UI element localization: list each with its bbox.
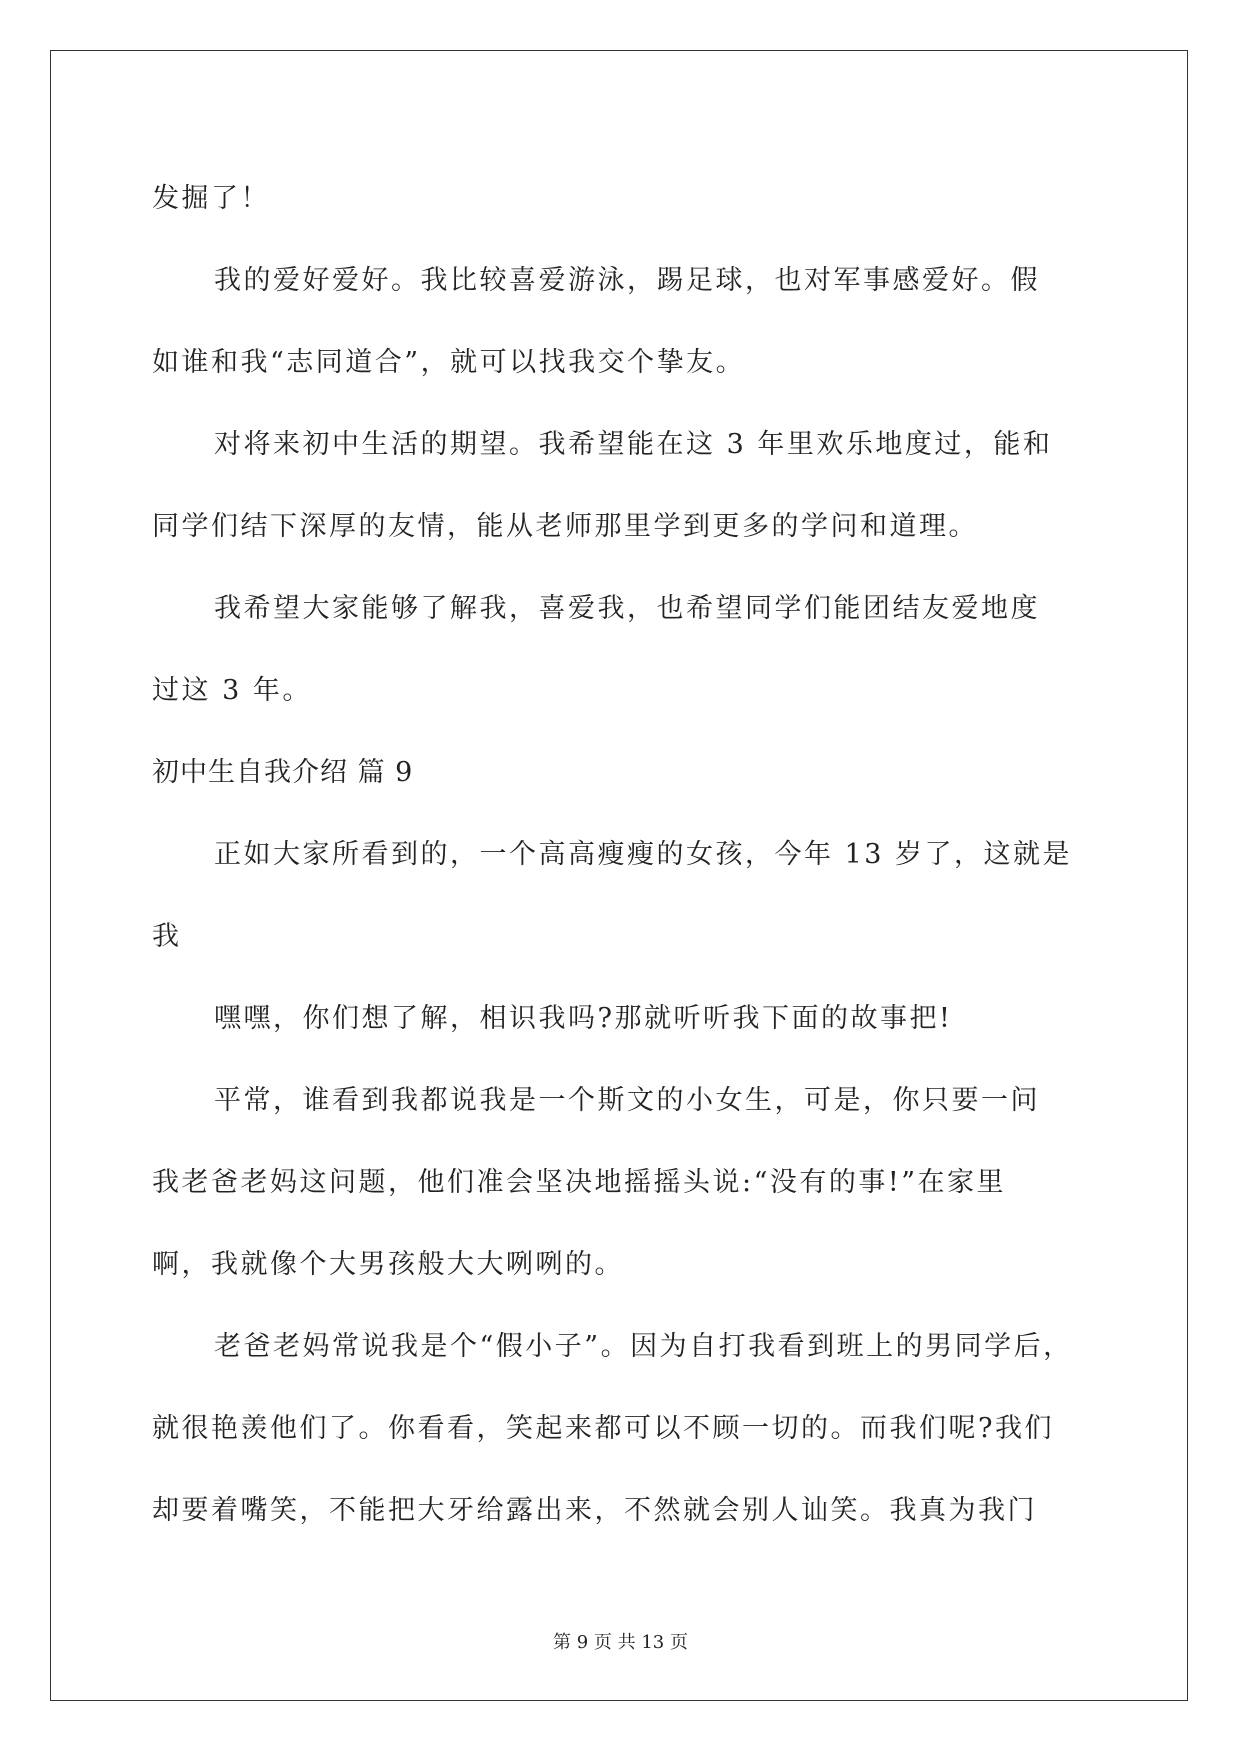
paragraph-line: 发掘了！ xyxy=(152,183,270,214)
paragraph-line: 就很艳羡他们了。你看看，笑起来都可以不顾一切的。而我们呢?我们 xyxy=(152,1413,1054,1444)
paragraph-line: 如谁和我“志同道合”，就可以找我交个挚友。 xyxy=(152,347,746,378)
document-body xyxy=(152,158,1087,1552)
paragraph-line: 同学们结下深厚的友情，能从老师那里学到更多的学问和道理。 xyxy=(152,511,978,542)
paragraph-line: 嘿嘿，你们想了解，相识我吗?那就听听我下面的故事把! xyxy=(214,1003,953,1034)
paragraph-line: 我老爸老妈这问题，他们准会坚决地摇摇头说:“没有的事!”在家里 xyxy=(152,1167,1007,1198)
section-heading: 初中生自我介绍 篇 9 xyxy=(152,757,414,788)
paragraph-line: 对将来初中生活的期望。我希望能在这 3 年里欢乐地度过，能和 xyxy=(214,429,1053,460)
paragraph-line: 我希望大家能够了解我，喜爱我，也希望同学们能团结友爱地度 xyxy=(214,593,1040,624)
paragraph-line: 正如大家所看到的，一个高高瘦瘦的女孩，今年 13 岁了，这就是 xyxy=(214,839,1073,870)
paragraph-line: 老爸老妈常说我是个“假小子”。因为自打我看到班上的男同学后， xyxy=(214,1331,1073,1362)
paragraph-line: 啊，我就像个大男孩般大大咧咧的。 xyxy=(152,1249,624,1280)
paragraph-line: 我 xyxy=(152,921,182,952)
paragraph-line: 我的爱好爱好。我比较喜爱游泳，踢足球，也对军事感爱好。假 xyxy=(214,265,1040,296)
paragraph-line: 却要着嘴笑，不能把大牙给露出来，不然就会别人讪笑。我真为我门 xyxy=(152,1495,1037,1526)
paragraph-line: 过这 3 年。 xyxy=(152,675,312,706)
paragraph-line: 平常，谁看到我都说我是一个斯文的小女生，可是，你只要一问 xyxy=(214,1085,1040,1116)
page-number-footer: 第 9 页 共 13 页 xyxy=(553,1632,688,1653)
